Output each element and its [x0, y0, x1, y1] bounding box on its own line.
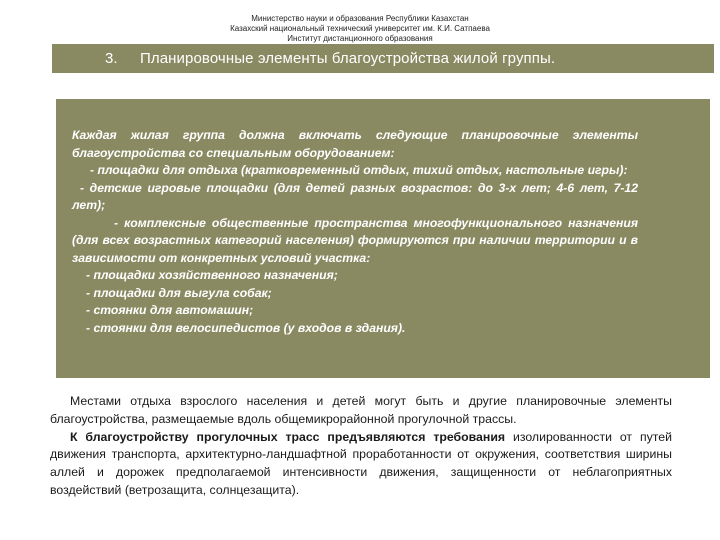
body-paragraph-2 — [50, 429, 672, 500]
header-university: Казахский национальный технический университет им. К.И. Сатпаева — [230, 24, 490, 33]
box-item-car-parking: - стоянки для автомашин; — [86, 303, 254, 317]
header-institute: Институт дистанционного образования — [287, 34, 433, 43]
box-item-public-spaces: - комплексные общественные пространства многофункционального назначения (для всех возрастных категорий населения) формируются при наличии территории и в зависимости от конкретных условий участка: — [72, 215, 638, 265]
section-title: Планировочные элементы благоустройства жилой группы. — [140, 50, 556, 67]
section-number: 3. — [105, 50, 118, 67]
box-item-utility-areas: - площадки хозяйственного назначения; — [86, 268, 338, 282]
box-item-dog-areas: - площадки для выгула собак; — [86, 285, 272, 300]
page-header — [0, 14, 720, 44]
content-box-text — [72, 127, 638, 337]
header-ministry: Министерство науки и образования Республики Казахстан — [251, 14, 469, 23]
box-item-playgrounds: - детские игровые площадки (для детей разных возрастов: до 3-х лет; 4-6 лет, 7-12 лет); — [72, 180, 638, 212]
box-intro: Каждая жилая группа должна включать следующие планировочные элементы благоустройства со специальным оборудованием: — [72, 128, 638, 160]
box-item-rest-areas: - площадки для отдыха (кратковременный отдых, тихий отдых, настольные игры): — [90, 163, 628, 177]
body-paragraph-1: Местами отдыха взрослого населения и детей могут быть и другие планировочные элементы благоустройства, размещаемые вдоль общемикрорайонной прогулочной трассы. — [50, 394, 672, 426]
box-item-bike-parking: - стоянки для велосипедистов (у входов в здания). — [86, 320, 406, 335]
body-paragraph-2-rest: изолированности от путей движения транспорта, архитектурно-ландшафтной проработанности от окружения, соответствия ширины аллей и дорожек предполагаемой интенсивности движения, защищенности от неблагоприятных воздействий (ветрозащита, солнцезащита). — [50, 429, 672, 497]
body-text — [50, 393, 672, 500]
section-title-bar — [52, 44, 714, 73]
body-paragraph-2-bold: К благоустройству прогулочных трасс предъявляются требования — [70, 429, 506, 444]
